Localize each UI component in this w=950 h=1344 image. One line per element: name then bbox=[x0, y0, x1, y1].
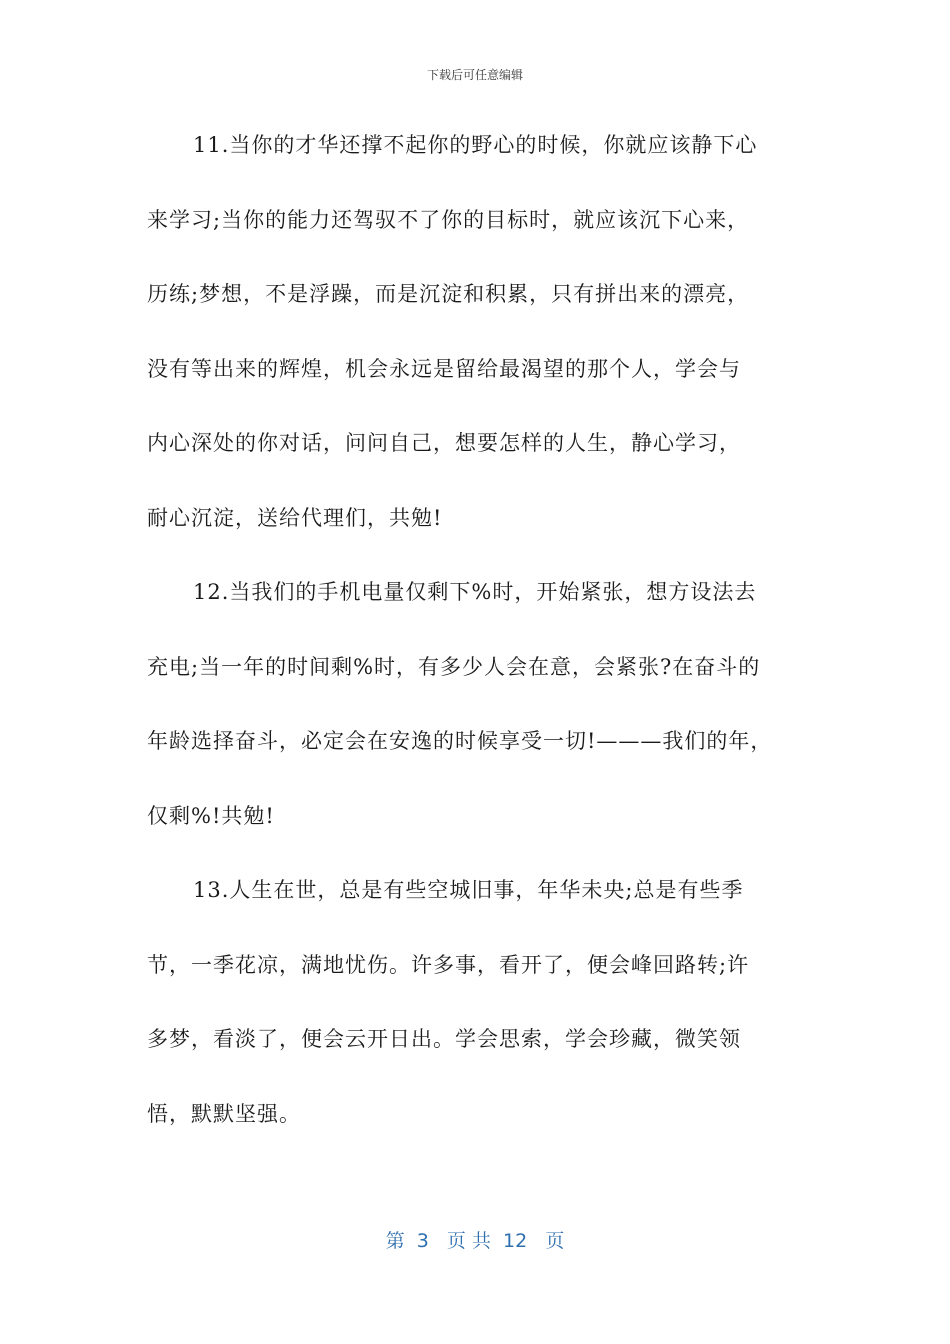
paragraph-11-line-1: 11.当你的才华还撑不起你的野心的时候，你就应该静下心 bbox=[193, 133, 758, 157]
header-note: 下载后可任意编辑 bbox=[426, 68, 523, 82]
paragraph-12-line-1: 12.当我们的手机电量仅剩下%时，开始紧张，想方设法去 bbox=[193, 580, 757, 604]
document-body bbox=[147, 126, 817, 1169]
paragraph-13-line-1: 13.人生在世，总是有些空城旧事，年华未央;总是有些季 bbox=[193, 878, 744, 902]
page-number-footer: 第 3 页 共 12 页 bbox=[385, 1230, 565, 1252]
paragraph-13-line-2: 节，一季花凉，满地忧伤。许多事，看开了，便会峰回路转;许 bbox=[147, 952, 750, 977]
paragraph-11-line-6: 耐心沉淀，送给代理们，共勉! bbox=[147, 505, 443, 530]
paragraph-11-line-2: 来学习;当你的能力还驾驭不了你的目标时，就应该沉下心来， bbox=[147, 207, 750, 232]
paragraph-11-line-3: 历练;梦想，不是浮躁，而是沉淀和积累，只有拼出来的漂亮， bbox=[147, 282, 750, 306]
paragraph-11-line-5: 内心深处的你对话，问问自己，想要怎样的人生，静心学习， bbox=[147, 431, 741, 455]
paragraph-12-line-4: 仅剩%!共勉! bbox=[147, 803, 275, 828]
paragraph-12-line-2: 充电;当一年的时间剩%时，有多少人会在意，会紧张?在奋斗的 bbox=[147, 654, 761, 679]
paragraph-13-line-3: 多梦，看淡了，便会云开日出。学会思索，学会珍藏，微笑领 bbox=[147, 1027, 741, 1051]
paragraph-13-line-4: 悟，默默坚强。 bbox=[147, 1101, 301, 1126]
paragraph-11-line-4: 没有等出来的辉煌，机会永远是留给最渴望的那个人，学会与 bbox=[147, 356, 741, 381]
paragraph-12-line-3: 年龄选择奋斗，必定会在安逸的时候享受一切!———我们的年， bbox=[147, 729, 773, 753]
